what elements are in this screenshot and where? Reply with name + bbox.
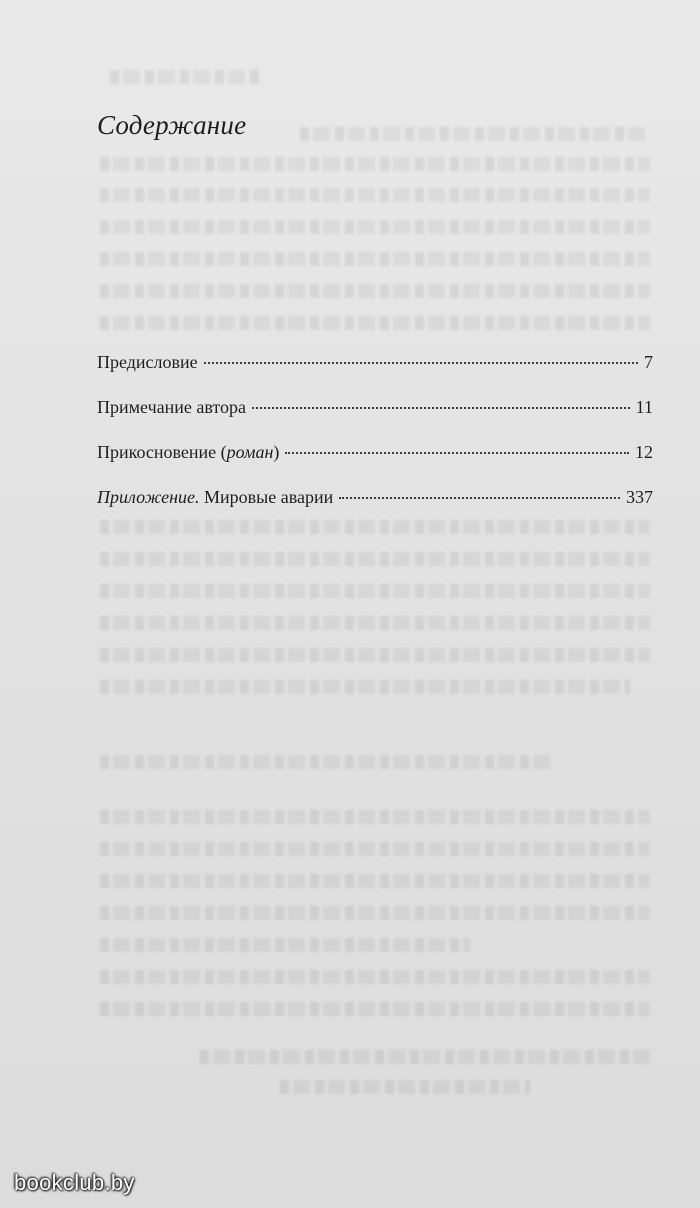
table-of-contents (97, 352, 653, 532)
toc-entry-label-text: Мировые аварии (199, 487, 334, 507)
watermark: bookclub.by (14, 1170, 135, 1195)
bleed-through-line (110, 70, 260, 84)
bleed-through-line (100, 810, 650, 824)
bleed-through-line (100, 584, 650, 598)
toc-entry-novel (97, 442, 653, 487)
dot-leader (204, 362, 638, 364)
bleed-through-line (100, 284, 650, 298)
toc-entry-appendix (97, 487, 653, 532)
toc-entry-preface (97, 352, 653, 397)
toc-entry-label-end: ) (273, 442, 280, 462)
bleed-through-line (100, 970, 650, 984)
page-title: Содержание (97, 110, 247, 140)
toc-entry-author-note (97, 397, 653, 442)
toc-entry-page-number: 12 (635, 442, 653, 462)
bleed-through-line (100, 874, 650, 888)
bleed-through-line (100, 906, 650, 920)
bleed-through-line (200, 1050, 650, 1064)
dot-leader (252, 407, 630, 409)
toc-entry-label (97, 487, 333, 508)
bleed-through-line (100, 648, 650, 662)
bleed-through-line (100, 220, 650, 234)
bleed-through-line (100, 252, 650, 266)
bleed-through-line (100, 316, 650, 330)
bleed-through-line (100, 938, 470, 952)
toc-entry-label-italic: роман (226, 442, 274, 462)
toc-entry-page-number: 7 (644, 352, 653, 372)
dot-leader (339, 497, 620, 499)
bleed-through-line (300, 127, 650, 141)
bleed-through-line (100, 680, 630, 694)
toc-entry-page-number: 337 (626, 487, 653, 507)
toc-entry-label (97, 442, 279, 463)
bleed-through-line (100, 616, 650, 630)
bleed-through-line (280, 1080, 530, 1094)
toc-entry-label: Предисловие (97, 352, 198, 372)
bleed-through-line (100, 842, 650, 856)
toc-entry-label-text: Прикосновение ( (97, 442, 227, 462)
dot-leader (285, 452, 629, 454)
bleed-through-line (100, 188, 650, 202)
bleed-through-line (100, 755, 550, 769)
bleed-through-line (100, 1002, 650, 1016)
toc-entry-label: Примечание автора (97, 397, 247, 417)
bleed-through-line (100, 552, 650, 566)
toc-entry-label-italic: Приложение. (97, 487, 200, 507)
toc-entry-page-number: 11 (635, 397, 653, 417)
bleed-through-line (100, 157, 650, 171)
